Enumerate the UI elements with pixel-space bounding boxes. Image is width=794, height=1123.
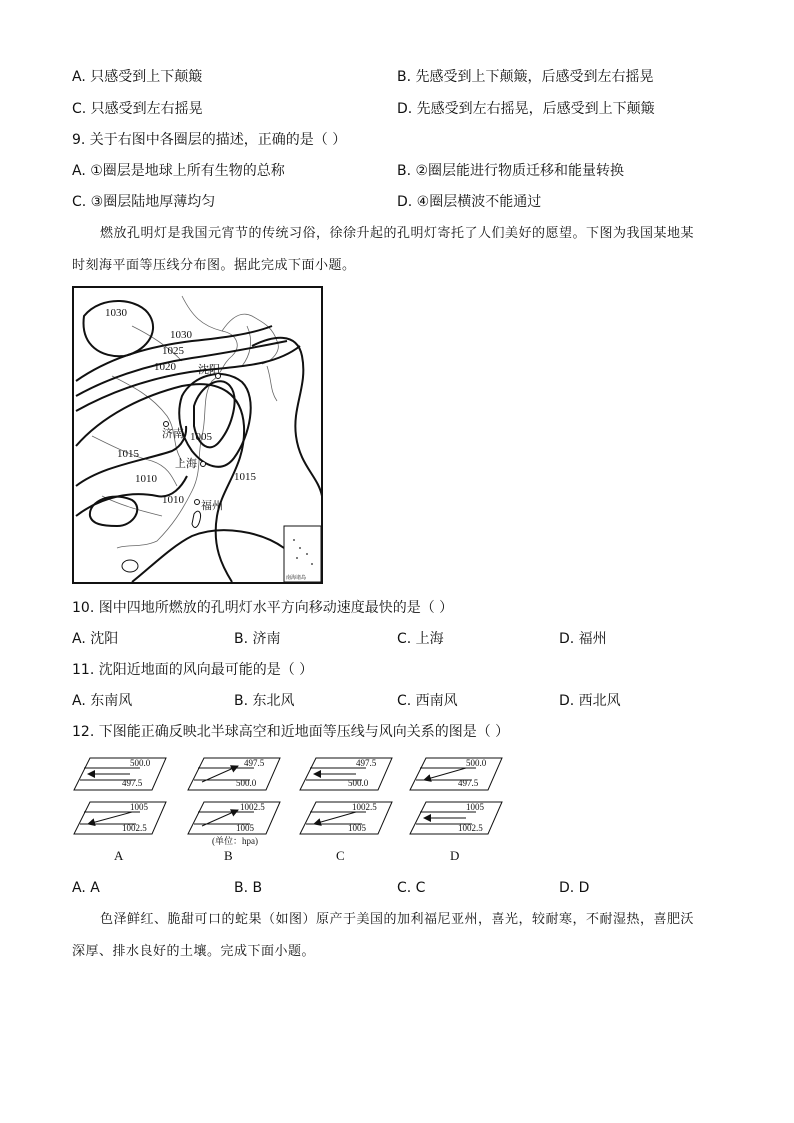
q11-stem: 11. 沈阳近地面的风向最可能的是（ ）	[72, 662, 314, 678]
isobar-value: 500.0	[466, 758, 487, 768]
isobar-value: 1002.5	[122, 823, 147, 833]
q8-option-b: B. 先感受到上下颠簸，后感受到左右摇晃	[397, 69, 654, 85]
isobar-value: 1005	[130, 802, 148, 812]
isobar-value: 497.5	[458, 778, 479, 788]
isobar-value: 1005	[236, 823, 254, 833]
city-label-fuzhou: 福州	[201, 500, 223, 512]
figure-b	[188, 758, 280, 834]
figure-b-top-plane	[188, 758, 280, 790]
figure-a	[74, 758, 166, 834]
isobar-value: 500.0	[130, 758, 151, 768]
figure-letter-c: C	[336, 848, 345, 863]
q9-option-b: B. ②圈层能进行物质迁移和能量转换	[397, 163, 625, 179]
isobar-label: 1025	[162, 345, 184, 357]
unit-label: (单位：hpa)	[212, 836, 258, 846]
q10-option-d: D. 福州	[559, 631, 607, 647]
isobar-map	[72, 286, 324, 585]
q10-stem: 10. 图中四地所燃放的孔明灯水平方向移动速度最快的是（ ）	[72, 600, 454, 616]
isobar-label: 1030	[170, 329, 192, 341]
q9-option-c: C. ③圈层陆地厚薄均匀	[72, 194, 216, 210]
figure-c-bottom-plane	[300, 802, 392, 834]
isobar-label: 1010	[135, 473, 157, 485]
isobar-label: 1030	[105, 307, 127, 319]
isobar-label: 1020	[154, 361, 176, 373]
isobar-value: 500.0	[348, 778, 369, 788]
q9-option-a: A. ①圈层是地球上所有生物的总称	[72, 163, 285, 179]
figure-letter-d: D	[450, 848, 460, 863]
q10-option-c: C. 上海	[397, 631, 444, 647]
q12-option-d: D. D	[559, 880, 590, 896]
inset-map	[284, 526, 321, 582]
q11-option-b: B. 东北风	[234, 693, 295, 709]
isobar-value: 497.5	[122, 778, 143, 788]
isobar-value: 497.5	[244, 758, 265, 768]
isobar-label: 1010	[162, 494, 184, 506]
isobar-label: 1015	[117, 448, 139, 460]
isobar-value: 1002.5	[240, 802, 265, 812]
q12-stem: 12. 下图能正确反映北半球高空和近地面等压线与风向关系的图是（ ）	[72, 724, 510, 740]
figure-c	[300, 758, 392, 834]
city-marker-shanghai	[201, 462, 206, 467]
figure-d	[410, 758, 502, 834]
q8-option-c: C. 只感受到左右摇晃	[72, 101, 203, 117]
isobar-value: 500.0	[236, 778, 257, 788]
isobar-value: 1005	[466, 802, 484, 812]
isobar-value: 1005	[348, 823, 366, 833]
q10-option-a: A. 沈阳	[72, 631, 119, 647]
q8-option-d: D. 先感受到左右摇晃，后感受到上下颠簸	[397, 101, 655, 117]
q9-stem: 9. 关于右图中各圈层的描述，正确的是（ ）	[72, 132, 347, 148]
isobar-value: 1002.5	[458, 823, 483, 833]
isobar-value: 497.5	[356, 758, 377, 768]
q12-option-c: C. C	[397, 880, 426, 896]
q11-option-c: C. 西南风	[397, 693, 458, 709]
isobar-label: 1015	[234, 471, 256, 483]
passage2-line1: 色泽鲜红、脆甜可口的蛇果（如图）原产于美国的加利福尼亚州，喜光，较耐寒，不耐湿热，喜肥沃	[100, 912, 695, 927]
q11-option-a: A. 东南风	[72, 693, 133, 709]
q12-option-a: A. A	[72, 880, 100, 896]
isobar-value: 1002.5	[352, 802, 377, 812]
q10-option-b: B. 济南	[234, 631, 281, 647]
figure-a-bottom-plane	[74, 802, 166, 834]
city-marker-fuzhou	[195, 500, 200, 505]
figure-letter-a: A	[114, 848, 124, 863]
passage2-line2: 深厚、排水良好的土壤。完成下面小题。	[72, 944, 316, 959]
city-label-shenyang: 沈阳	[198, 364, 220, 376]
inset-label: 南海诸岛	[286, 576, 307, 581]
city-marker-jinan	[164, 422, 169, 427]
figure-b-bottom-plane	[188, 802, 280, 834]
city-label-jinan: 济南	[162, 428, 184, 440]
isobar-label: 1005	[190, 431, 212, 443]
passage1-line1: 燃放孔明灯是我国元宵节的传统习俗，徐徐升起的孔明灯寄托了人们美好的愿望。下图为我国某地某	[100, 226, 695, 241]
q9-option-d: D. ④圈层横波不能通过	[397, 194, 542, 210]
figure-d-top-plane	[410, 758, 502, 790]
figure-letter-b: B	[224, 848, 233, 863]
q12-option-b: B. B	[234, 880, 263, 896]
q12-figures	[70, 752, 510, 867]
passage1-line2: 时刻海平面等压线分布图。据此完成下面小题。	[72, 258, 356, 273]
q8-option-a: A. 只感受到上下颠簸	[72, 69, 203, 85]
city-label-shanghai: 上海	[175, 458, 197, 470]
q11-option-d: D. 西北风	[559, 693, 621, 709]
